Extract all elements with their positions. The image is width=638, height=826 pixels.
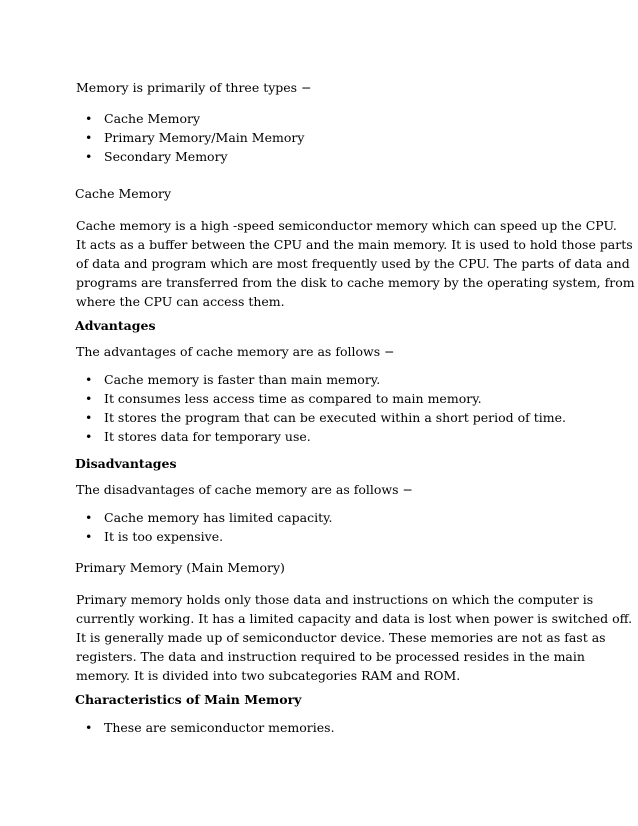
bullet-icon: •	[85, 149, 93, 164]
advantages-heading: Advantages	[75, 318, 156, 333]
list-item: • These are semiconductor memories.	[85, 720, 335, 735]
bullet-icon: •	[85, 111, 93, 126]
list-item: • It stores data for temporary use.	[85, 429, 311, 444]
list-item: • Cache memory is faster than main memory.	[85, 372, 381, 387]
bullet-icon: •	[85, 130, 93, 145]
disadvantages-intro: The disadvantages of cache memory are as follows −	[76, 482, 413, 497]
list-item: • It stores the program that can be executed within a short period of time.	[85, 410, 566, 425]
characteristics-list	[76, 718, 576, 737]
bullet-icon: •	[85, 529, 93, 544]
disadvantages-list	[76, 508, 576, 546]
list-item: • Cache Memory	[85, 111, 201, 126]
characteristics-heading: Characteristics of Main Memory	[75, 692, 302, 707]
bullet-icon: •	[85, 429, 93, 444]
primary-memory-paragraph: Primary memory holds only those data and instructions on which the computer is currently working. It has a limited capacity and data is lost when power is switched off. It is generally made up of semiconductor device. These memories are not as fast as registers. The data and instruction required to be processed resides in the main memory. It is divided into two subcategories RAM and ROM.	[76, 592, 633, 683]
bullet-icon: •	[85, 372, 93, 387]
primary-memory-title: Primary Memory (Main Memory)	[75, 560, 285, 575]
disadvantages-heading: Disadvantages	[75, 456, 177, 471]
list-item: • It consumes less access time as compared to main memory.	[85, 391, 482, 406]
bullet-icon: •	[85, 410, 93, 425]
list-item: • It is too expensive.	[85, 529, 224, 544]
cache-memory-paragraph: Cache memory is a high -speed semiconductor memory which can speed up the CPU. It acts as a buffer between the CPU and the main memory. It is used to hold those parts of data and program which are most frequently used by the CPU. The parts of data and programs are transferred from the disk to cache memory by the operating system, from where the CPU can access them.	[76, 218, 635, 309]
advantages-intro: The advantages of cache memory are as follows −	[76, 344, 395, 359]
intro-text: Memory is primarily of three types −	[76, 80, 312, 95]
memory-types-list	[76, 109, 576, 166]
bullet-icon: •	[85, 720, 93, 735]
list-item: • Primary Memory/Main Memory	[85, 130, 305, 145]
cache-memory-title: Cache Memory	[75, 186, 172, 201]
advantages-list	[76, 370, 576, 446]
bullet-icon: •	[85, 391, 93, 406]
list-item: • Secondary Memory	[85, 149, 228, 164]
list-item: • Cache memory has limited capacity.	[85, 510, 333, 525]
bullet-icon: •	[85, 510, 93, 525]
